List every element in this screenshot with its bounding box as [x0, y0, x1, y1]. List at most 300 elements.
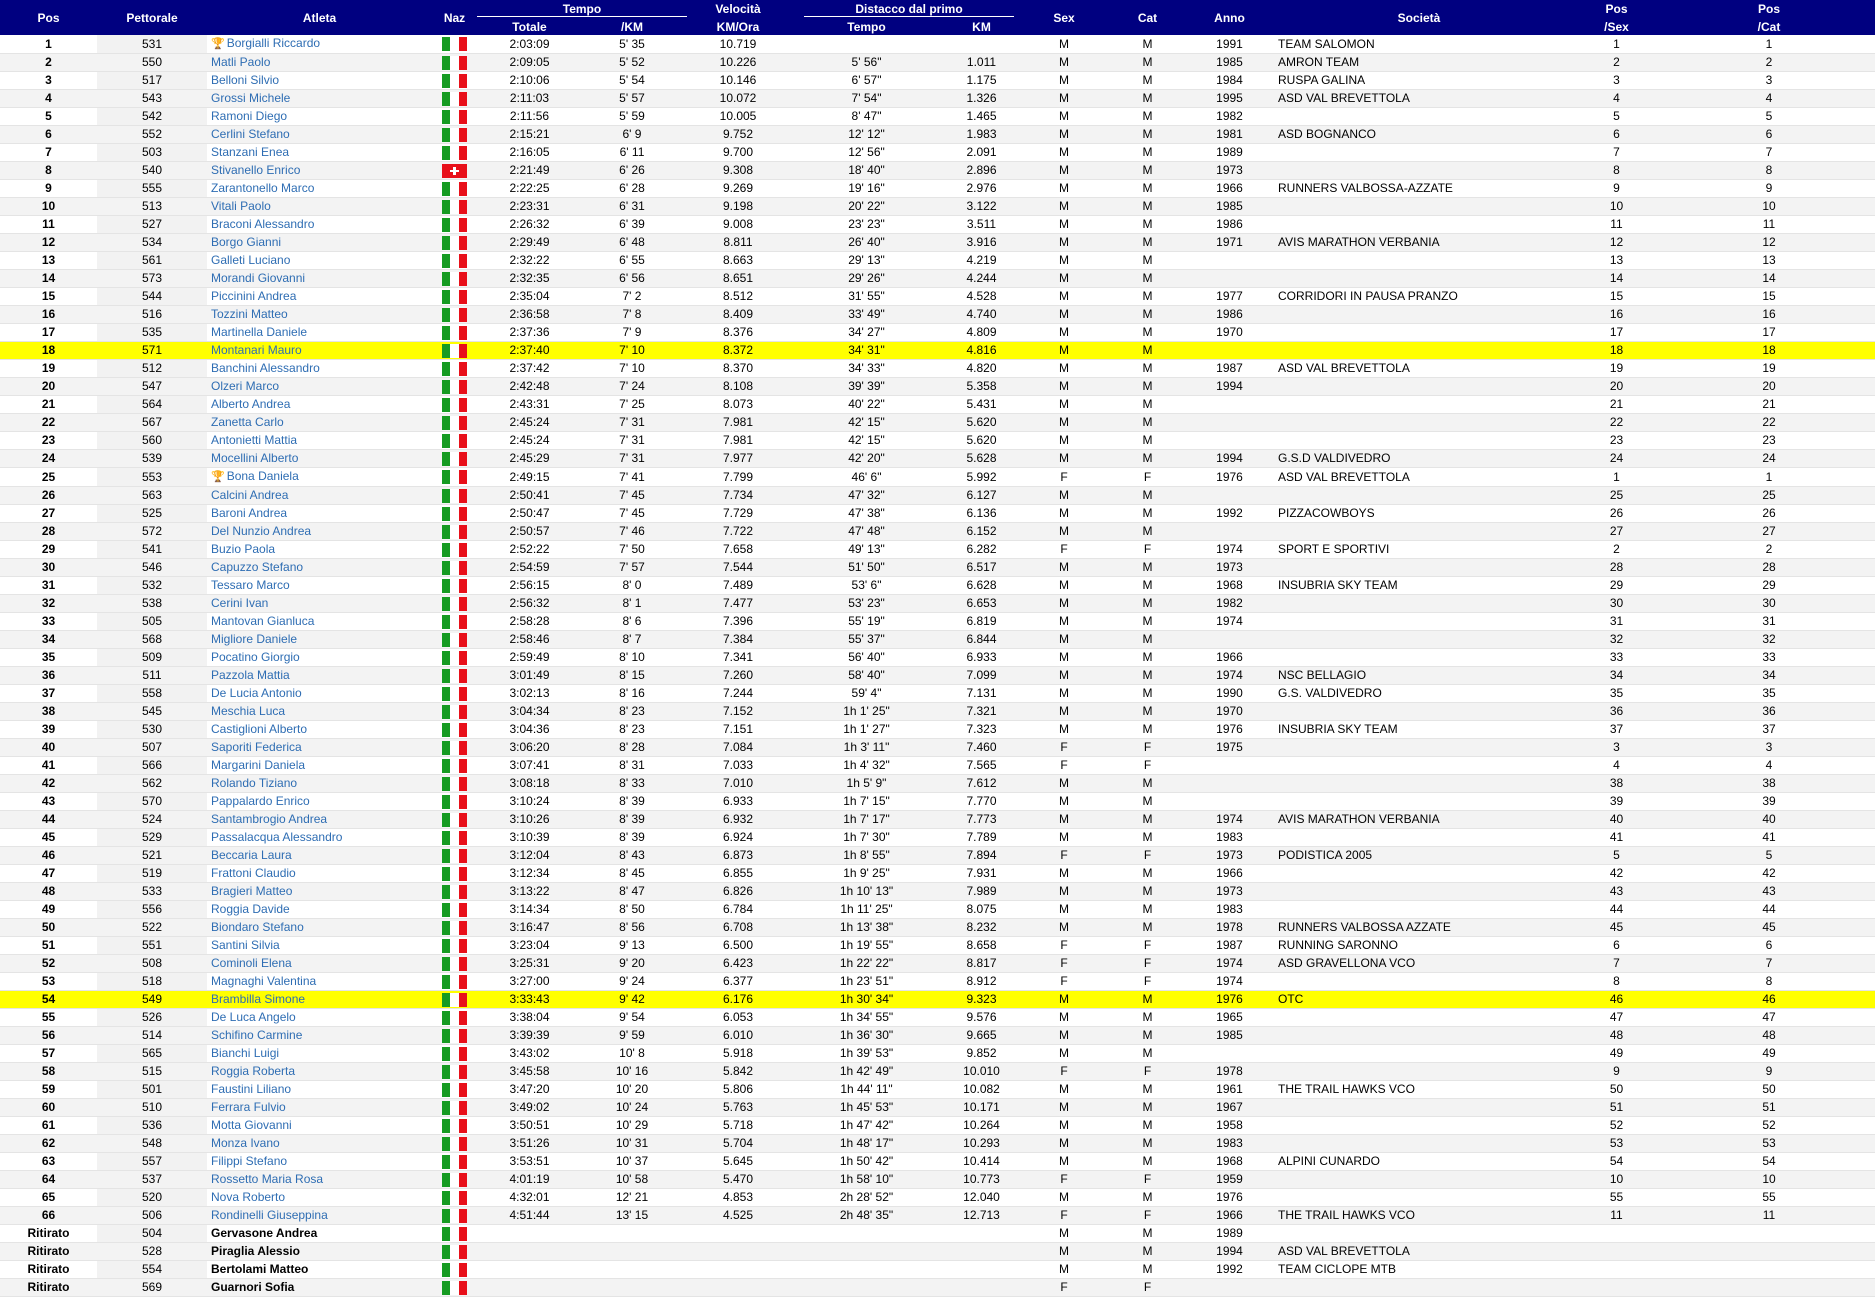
- athlete-link[interactable]: Ferrara Fulvio: [211, 1100, 286, 1114]
- row-year: 1976: [1191, 1189, 1268, 1207]
- row-club: [1268, 829, 1570, 847]
- table-row[interactable]: [0, 919, 1875, 937]
- row-athlete: [207, 1081, 432, 1099]
- row-time-per-km: 10' 31: [582, 1135, 682, 1153]
- athlete-link[interactable]: Stanzani Enea: [211, 145, 290, 159]
- table-row[interactable]: [0, 1153, 1875, 1171]
- row-speed: 5.806: [682, 1081, 794, 1099]
- athlete-link[interactable]: Mantovan Gianluca: [211, 614, 315, 628]
- table-row[interactable]: [0, 360, 1875, 378]
- table-row[interactable]: [0, 414, 1875, 432]
- row-time-per-km: 7' 45: [582, 487, 682, 505]
- col-anno[interactable]: Anno: [1191, 0, 1268, 35]
- row-year: 1985: [1191, 54, 1268, 72]
- italian-flag-icon: [442, 218, 467, 232]
- table-row[interactable]: [0, 162, 1875, 180]
- table-row[interactable]: [0, 1171, 1875, 1189]
- athlete-link[interactable]: Faustini Liliano: [211, 1082, 292, 1096]
- row-pettorale: 514: [97, 1027, 207, 1045]
- row-category: M: [1104, 865, 1191, 883]
- row-gap-km: 2.896: [939, 162, 1024, 180]
- col-pos-sex-bottom[interactable]: /Sex: [1570, 18, 1663, 35]
- row-sex: M: [1024, 1081, 1104, 1099]
- athlete-link[interactable]: Martinella Daniele: [211, 325, 308, 339]
- row-category: F: [1104, 739, 1191, 757]
- row-gap-km: 7.323: [939, 721, 1024, 739]
- table-row[interactable]: [0, 973, 1875, 991]
- table-row[interactable]: [0, 144, 1875, 162]
- table-row[interactable]: [0, 721, 1875, 739]
- row-time-total: 3:10:24: [477, 793, 582, 811]
- row-pettorale: 540: [97, 162, 207, 180]
- athlete-link[interactable]: Santini Silvia: [211, 938, 280, 952]
- col-distacco-tempo[interactable]: Tempo: [794, 18, 939, 35]
- athlete-link[interactable]: Saporiti Federica: [211, 740, 302, 754]
- row-nationality: [432, 685, 477, 703]
- row-sex: M: [1024, 1027, 1104, 1045]
- row-year: 1968: [1191, 577, 1268, 595]
- col-pos[interactable]: Pos: [0, 0, 97, 35]
- row-gap-time: 42' 15": [794, 432, 939, 450]
- athlete-link[interactable]: Alberto Andrea: [211, 397, 291, 411]
- row-speed: 7.658: [682, 541, 794, 559]
- athlete-link[interactable]: Pappalardo Enrico: [211, 794, 310, 808]
- athlete-link[interactable]: Pazzola Mattia: [211, 668, 290, 682]
- row-pos-sex: 8: [1570, 162, 1663, 180]
- table-row[interactable]: [0, 667, 1875, 685]
- row-sex: M: [1024, 685, 1104, 703]
- table-row[interactable]: [0, 901, 1875, 919]
- athlete-link[interactable]: Del Nunzio Andrea: [211, 524, 312, 538]
- row-speed: 8.663: [682, 252, 794, 270]
- row-pos-sex: 2: [1570, 54, 1663, 72]
- athlete-link[interactable]: Olzeri Marco: [211, 379, 280, 393]
- row-pos-sex: 45: [1570, 919, 1663, 937]
- athlete-link[interactable]: Pocatino Giorgio: [211, 650, 300, 664]
- row-club: SPORT E SPORTIVI: [1268, 541, 1570, 559]
- athlete-link[interactable]: Migliore Daniele: [211, 632, 298, 646]
- row-nationality: [432, 991, 477, 1009]
- row-sex: M: [1024, 270, 1104, 288]
- col-velocita-bottom[interactable]: KM/Ora: [682, 18, 794, 35]
- athlete-link[interactable]: Roggia Davide: [211, 902, 290, 916]
- table-row[interactable]: [0, 865, 1875, 883]
- athlete-link[interactable]: Zanetta Carlo: [211, 415, 284, 429]
- table-row[interactable]: [0, 234, 1875, 252]
- table-row[interactable]: [0, 108, 1875, 126]
- italian-flag-icon: [442, 1263, 467, 1277]
- athlete-link[interactable]: Calcini Andrea: [211, 488, 289, 502]
- table-row[interactable]: [0, 270, 1875, 288]
- athlete-link: Guarnori Sofia: [211, 1280, 295, 1294]
- table-row[interactable]: [0, 306, 1875, 324]
- row-gap-time: 47' 38": [794, 505, 939, 523]
- athlete-link[interactable]: Cominoli Elena: [211, 956, 292, 970]
- table-row[interactable]: [0, 1063, 1875, 1081]
- row-gap-time: [794, 1243, 939, 1261]
- table-row[interactable]: [0, 775, 1875, 793]
- table-row[interactable]: [0, 793, 1875, 811]
- table-row[interactable]: [0, 631, 1875, 649]
- row-sex: F: [1024, 847, 1104, 865]
- row-sex: M: [1024, 811, 1104, 829]
- row-year: 1974: [1191, 541, 1268, 559]
- table-row[interactable]: [0, 811, 1875, 829]
- table-row[interactable]: [0, 54, 1875, 72]
- athlete-link[interactable]: Biondaro Stefano: [211, 920, 304, 934]
- row-time-total: 3:33:43: [477, 991, 582, 1009]
- row-sex: M: [1024, 505, 1104, 523]
- table-row[interactable]: [0, 505, 1875, 523]
- row-sex: M: [1024, 649, 1104, 667]
- row-year: 1983: [1191, 1135, 1268, 1153]
- row-category: M: [1104, 90, 1191, 108]
- athlete-link[interactable]: Borgialli Riccardo: [226, 36, 321, 50]
- athlete-link[interactable]: Piccinini Andrea: [211, 289, 297, 303]
- row-year: 1975: [1191, 739, 1268, 757]
- row-pettorale: 513: [97, 198, 207, 216]
- row-nationality: [432, 324, 477, 342]
- athlete-link[interactable]: Santambrogio Andrea: [211, 812, 328, 826]
- table-row[interactable]: [0, 342, 1875, 360]
- col-distacco-km[interactable]: KM: [939, 18, 1024, 35]
- row-year: 1959: [1191, 1171, 1268, 1189]
- athlete-link[interactable]: Stivanello Enrico: [211, 163, 301, 177]
- row-pos: 3: [0, 72, 97, 90]
- athlete-link[interactable]: Braconi Alessandro: [211, 217, 315, 231]
- table-row[interactable]: [0, 991, 1875, 1009]
- row-time-per-km: 8' 43: [582, 847, 682, 865]
- table-row[interactable]: [0, 378, 1875, 396]
- row-pettorale: 545: [97, 703, 207, 721]
- col-group-distacco: [794, 0, 1024, 18]
- row-pettorale: 539: [97, 450, 207, 468]
- row-club: [1268, 523, 1570, 541]
- athlete-link[interactable]: Meschia Luca: [211, 704, 286, 718]
- row-gap-time: 12' 56": [794, 144, 939, 162]
- row-pos: 24: [0, 450, 97, 468]
- col-atleta[interactable]: Atleta: [207, 0, 432, 35]
- athlete-link[interactable]: Morandi Giovanni: [211, 271, 306, 285]
- row-category: M: [1104, 1153, 1191, 1171]
- athlete-link[interactable]: Cerini Ivan: [211, 596, 269, 610]
- athlete-link[interactable]: Zarantonello Marco: [211, 181, 315, 195]
- table-row[interactable]: [0, 559, 1875, 577]
- table-row[interactable]: [0, 396, 1875, 414]
- table-row[interactable]: [0, 1207, 1875, 1225]
- row-gap-time: 18' 40": [794, 162, 939, 180]
- athlete-link[interactable]: Montanari Mauro: [211, 343, 302, 357]
- athlete-link[interactable]: Margarini Daniela: [211, 758, 306, 772]
- col-pos-cat-bottom[interactable]: /Cat: [1663, 18, 1875, 35]
- table-row[interactable]: [0, 468, 1875, 487]
- row-gap-time: 42' 20": [794, 450, 939, 468]
- row-sex: M: [1024, 342, 1104, 360]
- athlete-link[interactable]: Filippi Stefano: [211, 1154, 288, 1168]
- table-row[interactable]: [0, 613, 1875, 631]
- italian-flag-icon: [442, 795, 467, 809]
- row-pos-cat: 1: [1663, 35, 1875, 54]
- col-pos-sex-top[interactable]: Pos: [1570, 0, 1663, 18]
- row-time-total: 2:10:06: [477, 72, 582, 90]
- italian-flag-icon: [442, 290, 467, 304]
- row-time-per-km: 8' 39: [582, 811, 682, 829]
- table-row[interactable]: [0, 487, 1875, 505]
- table-row[interactable]: [0, 1099, 1875, 1117]
- athlete-link[interactable]: Mocellini Alberto: [211, 451, 299, 465]
- athlete-link[interactable]: Capuzzo Stefano: [211, 560, 304, 574]
- athlete-link[interactable]: Rossetto Maria Rosa: [211, 1172, 324, 1186]
- row-time-per-km: 7' 10: [582, 342, 682, 360]
- row-pos-sex: 51: [1570, 1099, 1663, 1117]
- row-pettorale: 538: [97, 595, 207, 613]
- athlete-link[interactable]: Galleti Luciano: [211, 253, 291, 267]
- row-pettorale: 567: [97, 414, 207, 432]
- col-pos-cat-top[interactable]: Pos: [1663, 0, 1875, 18]
- row-pos: Ritirato: [0, 1279, 97, 1297]
- italian-flag-icon: [442, 74, 467, 88]
- row-pettorale: 544: [97, 288, 207, 306]
- table-row[interactable]: [0, 216, 1875, 234]
- row-time-total: 2:50:47: [477, 505, 582, 523]
- table-row[interactable]: [0, 595, 1875, 613]
- athlete-link[interactable]: Bianchi Luigi: [211, 1046, 280, 1060]
- table-row[interactable]: [0, 1189, 1875, 1207]
- athlete-link[interactable]: Buzio Paola: [211, 542, 276, 556]
- row-sex: M: [1024, 432, 1104, 450]
- table-row[interactable]: [0, 1225, 1875, 1243]
- row-nationality: [432, 1171, 477, 1189]
- row-category: M: [1104, 505, 1191, 523]
- table-row[interactable]: [0, 685, 1875, 703]
- table-row[interactable]: [0, 324, 1875, 342]
- row-pos: Ritirato: [0, 1225, 97, 1243]
- row-athlete: [207, 414, 432, 432]
- row-gap-time: 58' 40": [794, 667, 939, 685]
- athlete-link[interactable]: Ramoni Diego: [211, 109, 288, 123]
- athlete-link[interactable]: Nova Roberto: [211, 1190, 286, 1204]
- row-category: M: [1104, 162, 1191, 180]
- row-pos: 41: [0, 757, 97, 775]
- athlete-link[interactable]: Frattoni Claudio: [211, 866, 296, 880]
- row-sex: F: [1024, 1063, 1104, 1081]
- row-pos-cat: 44: [1663, 901, 1875, 919]
- row-category: M: [1104, 306, 1191, 324]
- col-pettorale[interactable]: Pettorale: [97, 0, 207, 35]
- row-speed: 7.981: [682, 432, 794, 450]
- athlete-link[interactable]: De Lucia Antonio: [211, 686, 302, 700]
- row-category: M: [1104, 883, 1191, 901]
- table-row[interactable]: [0, 198, 1875, 216]
- col-tempo-totale[interactable]: Totale: [477, 18, 582, 35]
- italian-flag-icon: [442, 993, 467, 1007]
- table-row[interactable]: [0, 1117, 1875, 1135]
- table-row[interactable]: [0, 1279, 1875, 1297]
- row-pos: 44: [0, 811, 97, 829]
- row-pos-sex: 18: [1570, 342, 1663, 360]
- row-pettorale: 510: [97, 1099, 207, 1117]
- row-nationality: [432, 757, 477, 775]
- athlete-link[interactable]: Motta Giovanni: [211, 1118, 292, 1132]
- table-row[interactable]: [0, 432, 1875, 450]
- row-year: 1978: [1191, 1063, 1268, 1081]
- table-row[interactable]: [0, 1135, 1875, 1153]
- athlete-link[interactable]: Magnaghi Valentina: [211, 974, 317, 988]
- row-gap-km: 10.082: [939, 1081, 1024, 1099]
- athlete-link[interactable]: Schifino Carmine: [211, 1028, 303, 1042]
- table-row[interactable]: [0, 35, 1875, 54]
- row-category: M: [1104, 396, 1191, 414]
- table-row[interactable]: [0, 1045, 1875, 1063]
- row-time-total: 3:27:00: [477, 973, 582, 991]
- col-sex[interactable]: Sex: [1024, 0, 1104, 35]
- row-time-total: 2:29:49: [477, 234, 582, 252]
- row-category: M: [1104, 523, 1191, 541]
- athlete-link[interactable]: Tozzini Matteo: [211, 307, 288, 321]
- row-pos-cat: 24: [1663, 450, 1875, 468]
- athlete-link[interactable]: Beccaria Laura: [211, 848, 292, 862]
- table-row[interactable]: [0, 829, 1875, 847]
- col-velocita-top[interactable]: Velocità: [682, 0, 794, 18]
- row-club: INSUBRIA SKY TEAM: [1268, 577, 1570, 595]
- col-societa[interactable]: Società: [1268, 0, 1570, 35]
- athlete-link[interactable]: Borgo Gianni: [211, 235, 282, 249]
- row-speed: 8.811: [682, 234, 794, 252]
- row-category: M: [1104, 360, 1191, 378]
- athlete-link[interactable]: Tessaro Marco: [211, 578, 290, 592]
- table-row[interactable]: [0, 739, 1875, 757]
- row-year: 1986: [1191, 216, 1268, 234]
- athlete-link[interactable]: Matli Paolo: [211, 55, 271, 69]
- row-pos-cat: 5: [1663, 108, 1875, 126]
- table-row[interactable]: [0, 72, 1875, 90]
- row-gap-km: 8.658: [939, 937, 1024, 955]
- row-nationality: [432, 559, 477, 577]
- row-pettorale: 551: [97, 937, 207, 955]
- table-row[interactable]: [0, 1009, 1875, 1027]
- table-row[interactable]: [0, 90, 1875, 108]
- row-time-per-km: 7' 50: [582, 541, 682, 559]
- italian-flag-icon: [442, 1029, 467, 1043]
- table-row[interactable]: [0, 1243, 1875, 1261]
- athlete-link[interactable]: Monza Ivano: [211, 1136, 280, 1150]
- athlete-link[interactable]: De Luca Angelo: [211, 1010, 296, 1024]
- table-row[interactable]: [0, 1261, 1875, 1279]
- row-sex: M: [1024, 991, 1104, 1009]
- row-pettorale: 555: [97, 180, 207, 198]
- italian-flag-icon: [442, 651, 467, 665]
- table-row[interactable]: [0, 883, 1875, 901]
- athlete-link[interactable]: Castiglioni Alberto: [211, 722, 308, 736]
- row-club: PODISTICA 2005: [1268, 847, 1570, 865]
- athlete-link[interactable]: Passalacqua Alessandro: [211, 830, 343, 844]
- table-row[interactable]: [0, 288, 1875, 306]
- row-nationality: [432, 1081, 477, 1099]
- row-time-per-km: 6' 26: [582, 162, 682, 180]
- row-time-per-km: 9' 13: [582, 937, 682, 955]
- table-row[interactable]: [0, 955, 1875, 973]
- row-gap-time: [794, 1225, 939, 1243]
- row-pos-sex: 10: [1570, 1171, 1663, 1189]
- row-speed: 7.341: [682, 649, 794, 667]
- athlete-link[interactable]: Bragieri Matteo: [211, 884, 293, 898]
- row-time-per-km: 5' 54: [582, 72, 682, 90]
- row-sex: M: [1024, 829, 1104, 847]
- row-pos-cat: 17: [1663, 324, 1875, 342]
- table-row[interactable]: [0, 577, 1875, 595]
- col-cat[interactable]: Cat: [1104, 0, 1191, 35]
- row-category: M: [1104, 1099, 1191, 1117]
- row-athlete: [207, 991, 432, 1009]
- row-athlete: [207, 108, 432, 126]
- row-pettorale: 522: [97, 919, 207, 937]
- row-gap-time: 1h 44' 11": [794, 1081, 939, 1099]
- athlete-link[interactable]: Bona Daniela: [226, 469, 299, 483]
- col-tempo-km[interactable]: /KM: [582, 18, 682, 35]
- athlete-link[interactable]: Antonietti Mattia: [211, 433, 298, 447]
- row-athlete: [207, 523, 432, 541]
- table-row[interactable]: [0, 252, 1875, 270]
- table-row[interactable]: [0, 523, 1875, 541]
- col-naz[interactable]: Naz: [432, 0, 477, 35]
- row-speed: 6.873: [682, 847, 794, 865]
- athlete-link[interactable]: Grossi Michele: [211, 91, 291, 105]
- table-row[interactable]: [0, 1081, 1875, 1099]
- table-row[interactable]: [0, 703, 1875, 721]
- athlete-link[interactable]: Vitali Paolo: [211, 199, 271, 213]
- table-row[interactable]: [0, 757, 1875, 775]
- row-gap-time: 1h 3' 11": [794, 739, 939, 757]
- row-time-per-km: 9' 42: [582, 991, 682, 1009]
- table-row[interactable]: [0, 1027, 1875, 1045]
- athlete-link[interactable]: Rolando Tiziano: [211, 776, 298, 790]
- row-sex: F: [1024, 1279, 1104, 1297]
- table-row[interactable]: [0, 126, 1875, 144]
- row-time-per-km: 8' 28: [582, 739, 682, 757]
- row-sex: M: [1024, 487, 1104, 505]
- row-pos-sex: 39: [1570, 793, 1663, 811]
- table-row[interactable]: [0, 847, 1875, 865]
- athlete-link[interactable]: Roggia Roberta: [211, 1064, 296, 1078]
- row-pos: Ritirato: [0, 1243, 97, 1261]
- table-row[interactable]: [0, 541, 1875, 559]
- table-row[interactable]: [0, 180, 1875, 198]
- table-row[interactable]: [0, 937, 1875, 955]
- row-time-per-km: 9' 24: [582, 973, 682, 991]
- row-speed: 6.010: [682, 1027, 794, 1045]
- row-athlete: [207, 1027, 432, 1045]
- athlete-link[interactable]: Baroni Andrea: [211, 506, 288, 520]
- athlete-link[interactable]: Rondinelli Giuseppina: [211, 1208, 328, 1222]
- row-time-per-km: 5' 59: [582, 108, 682, 126]
- row-pos: 23: [0, 432, 97, 450]
- table-row[interactable]: [0, 450, 1875, 468]
- athlete-link[interactable]: Brambilla Simone: [211, 992, 306, 1006]
- row-pos-sex: 31: [1570, 613, 1663, 631]
- athlete-link[interactable]: Banchini Alessandro: [211, 361, 320, 375]
- row-gap-km: 7.565: [939, 757, 1024, 775]
- athlete-link[interactable]: Cerlini Stefano: [211, 127, 290, 141]
- row-pos: 39: [0, 721, 97, 739]
- row-pettorale: 560: [97, 432, 207, 450]
- table-row[interactable]: [0, 649, 1875, 667]
- row-speed: 7.244: [682, 685, 794, 703]
- row-speed: 6.500: [682, 937, 794, 955]
- row-sex: M: [1024, 667, 1104, 685]
- row-athlete: [207, 1279, 432, 1297]
- row-nationality: [432, 667, 477, 685]
- athlete-link[interactable]: Belloni Silvio: [211, 73, 280, 87]
